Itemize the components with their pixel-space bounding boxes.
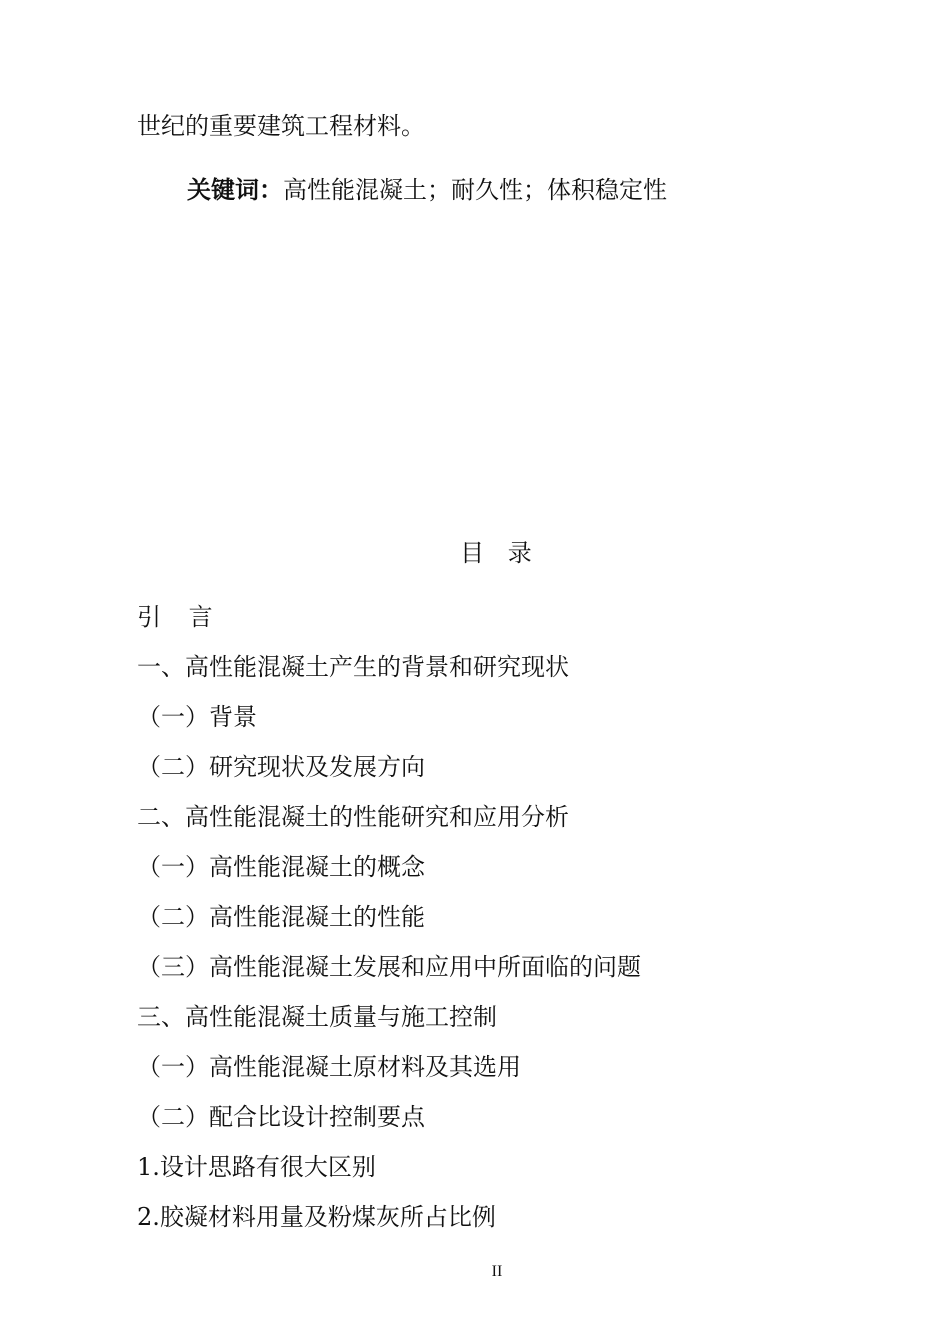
toc-item-2-2[interactable]: （二）高性能混凝土的性能 <box>137 903 425 931</box>
toc-item-3-2-2[interactable]: 2.胶凝材料用量及粉煤灰所占比例 <box>137 1203 496 1231</box>
keywords-value: 高性能混凝土；耐久性；体积稳定性 <box>283 176 667 204</box>
toc-item-1-2[interactable]: （二）研究现状及发展方向 <box>137 753 425 781</box>
toc-title: 目 录 <box>460 539 540 567</box>
abstract-continuation: 世纪的重要建筑工程材料。 <box>137 112 425 140</box>
toc-item-3-2-1[interactable]: 1.设计思路有很大区别 <box>137 1153 376 1181</box>
toc-item-1-1[interactable]: （一）背景 <box>137 703 257 731</box>
toc-item-introduction[interactable]: 引 言 <box>137 603 223 631</box>
toc-item-2-1[interactable]: （一）高性能混凝土的概念 <box>137 853 425 881</box>
keywords-label: 关键词： <box>187 176 283 204</box>
toc-item-3-2[interactable]: （二）配合比设计控制要点 <box>137 1103 425 1131</box>
toc-item-chapter-1[interactable]: 一、高性能混凝土产生的背景和研究现状 <box>137 653 569 681</box>
table-of-contents <box>137 602 641 1252</box>
toc-item-chapter-3[interactable]: 三、高性能混凝土质量与施工控制 <box>137 1003 497 1031</box>
keywords-line <box>187 175 667 205</box>
page-number: II <box>491 1263 503 1280</box>
toc-item-chapter-2[interactable]: 二、高性能混凝土的性能研究和应用分析 <box>137 803 569 831</box>
toc-item-2-3[interactable]: （三）高性能混凝土发展和应用中所面临的问题 <box>137 953 641 981</box>
toc-item-3-1[interactable]: （一）高性能混凝土原材料及其选用 <box>137 1053 521 1081</box>
